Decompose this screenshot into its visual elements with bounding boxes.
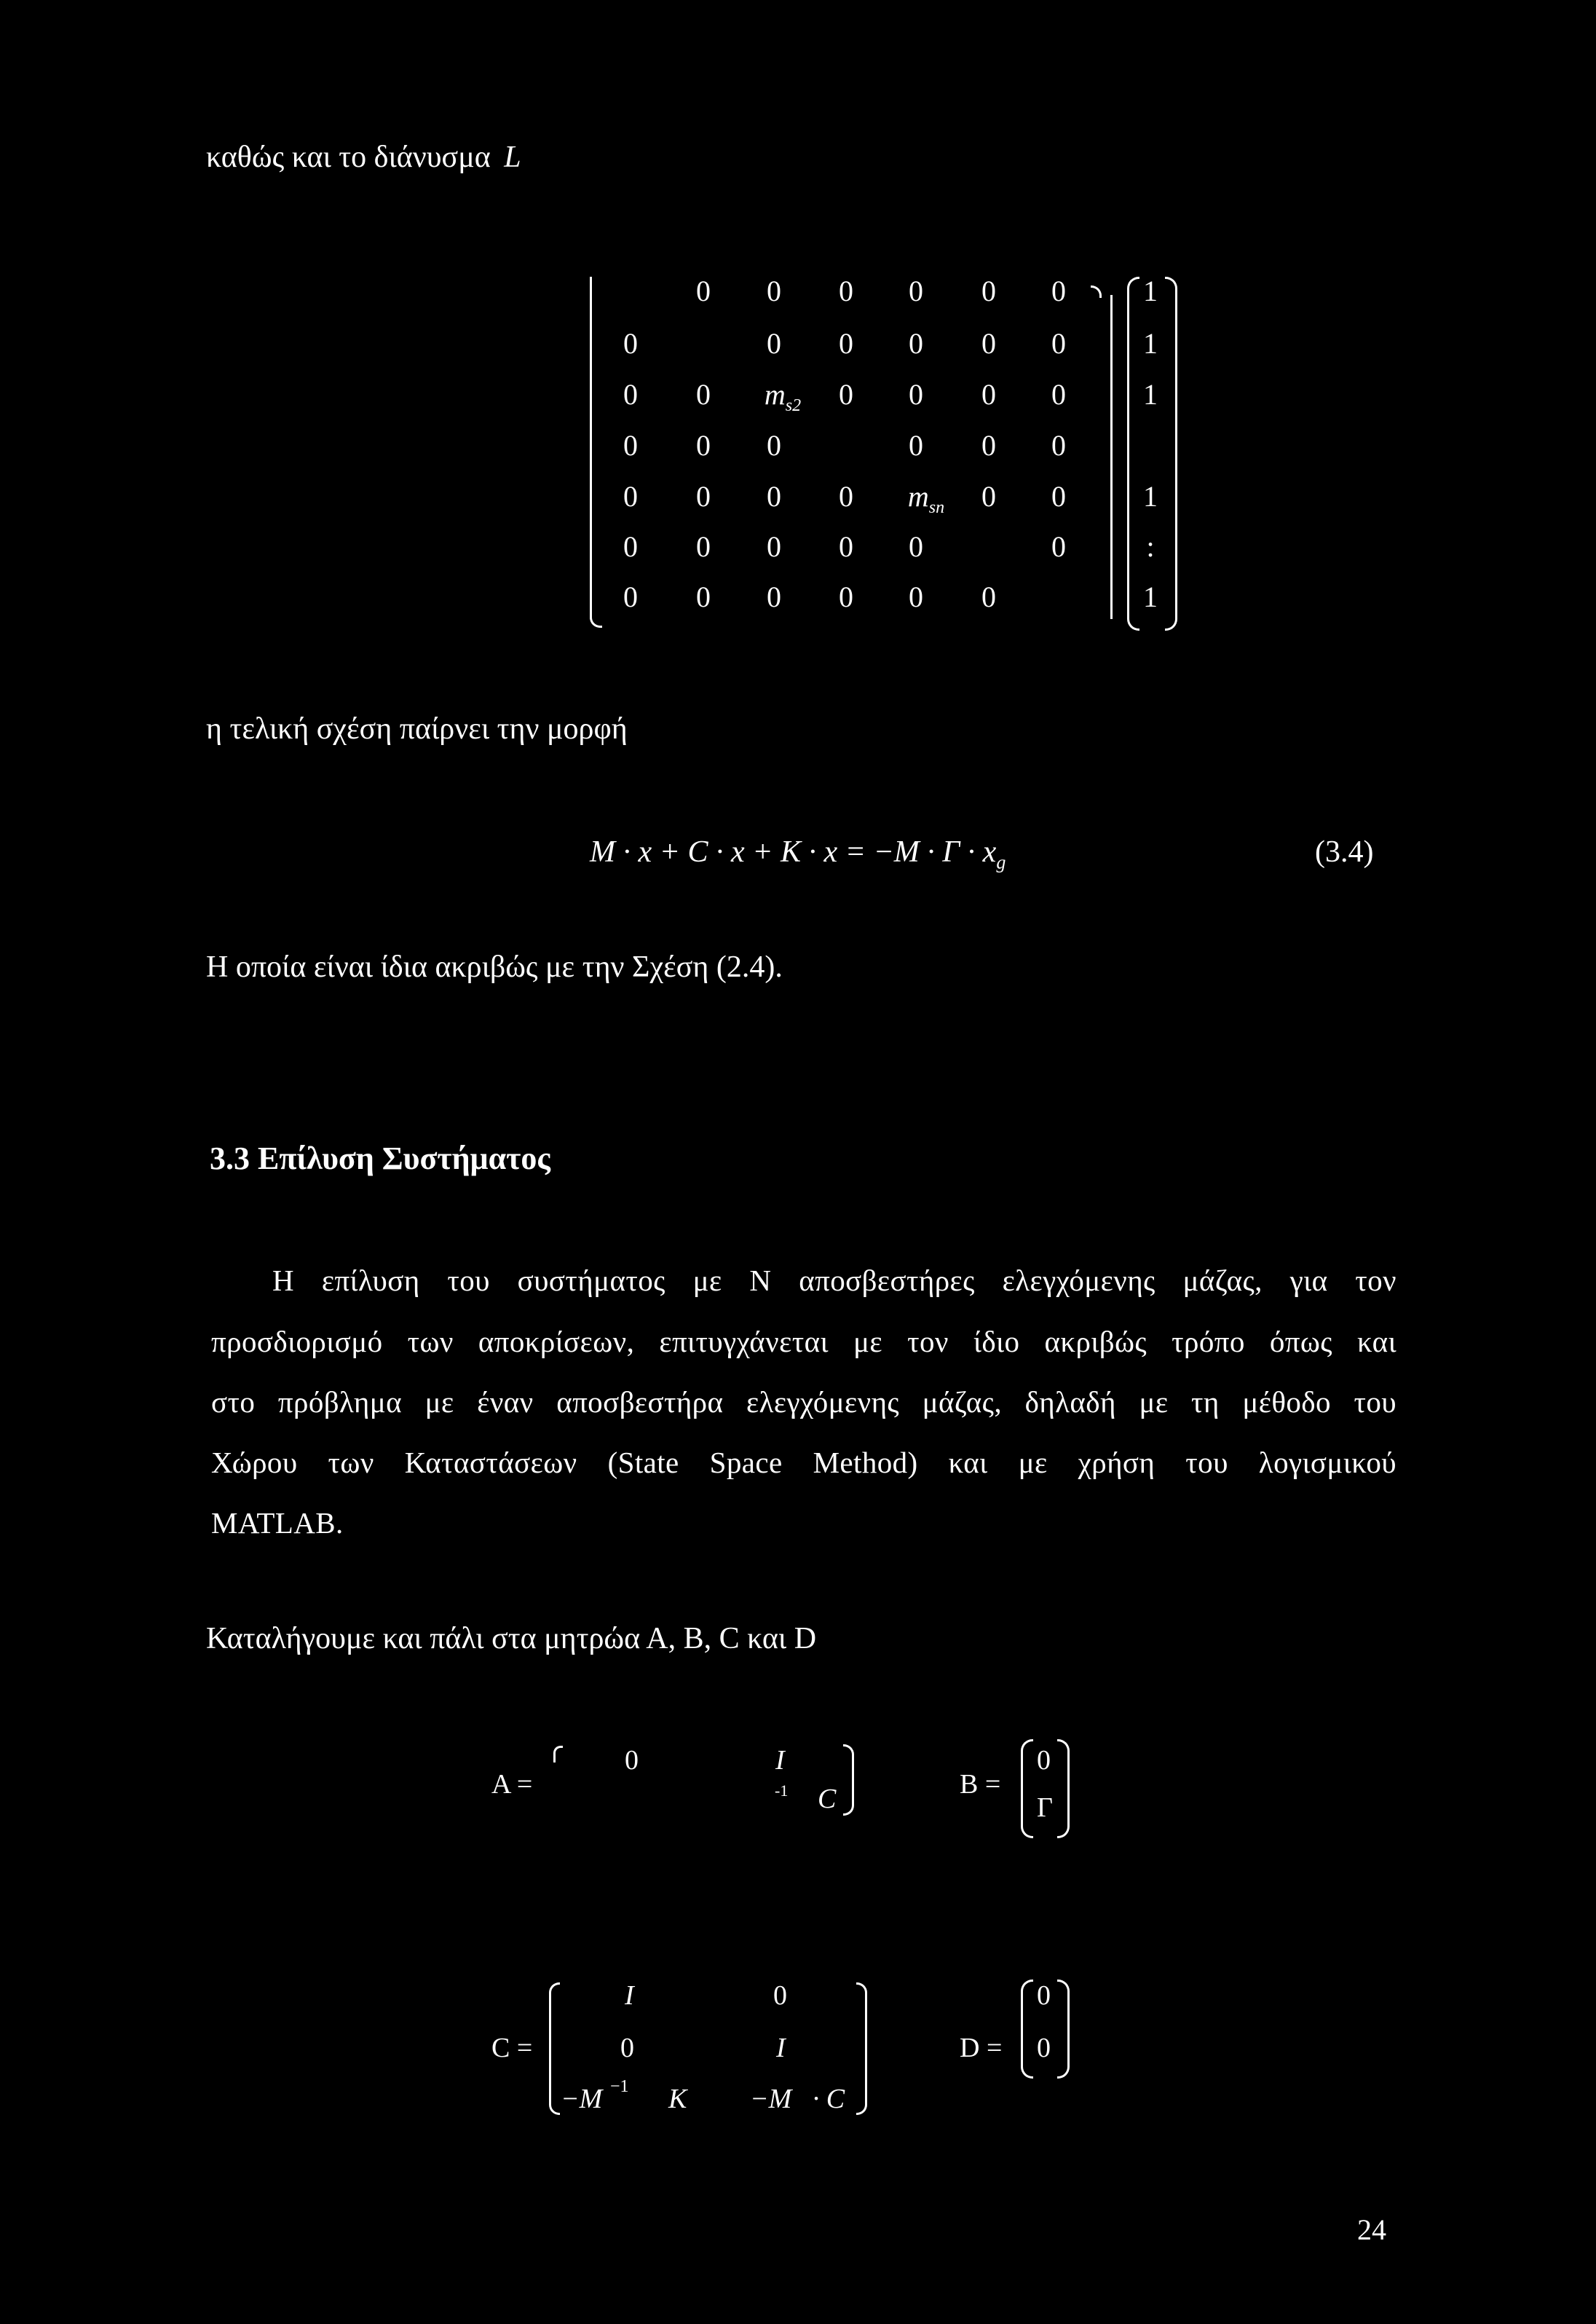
page-number: 24 xyxy=(1357,2213,1386,2246)
paragraph-line: Χώρου των Καταστάσεων (State Space Method) και με χρήση του λογισμικού xyxy=(211,1446,1396,1479)
mass-symbol: m xyxy=(907,480,929,513)
equation-number: (3.4) xyxy=(1315,835,1374,869)
matrix-cell: 0 xyxy=(696,429,711,462)
matrix-cell: 0 xyxy=(909,327,923,360)
matrix-a-label: A = xyxy=(491,1769,533,1800)
matrix-cell: 0 xyxy=(839,580,853,613)
matrix-cell: 0 xyxy=(981,275,996,307)
matrix-cell: 0 xyxy=(909,530,923,563)
matrix-c-label: C = xyxy=(491,2033,533,2063)
matrix-cell: 0 xyxy=(1051,530,1066,563)
matrix-a-left-bracket xyxy=(553,1746,563,1762)
matrix-a-right-bracket xyxy=(843,1744,854,1816)
vector-symbol: L xyxy=(504,141,521,174)
matrix-c-r3c1-sup: −1 xyxy=(610,2077,629,2096)
equation-3-4 xyxy=(590,835,1006,873)
equation-text: M · x + C · x + K · x = −M · Γ · x xyxy=(590,835,997,869)
matrix-d-r1: 0 xyxy=(1037,1980,1051,2011)
paragraph-line: Η επίλυση του συστήματος με Ν αποσβεστήρες ελεγχόμενης μάζας, για τον xyxy=(272,1264,1396,1297)
equation-subscript: g xyxy=(996,851,1006,873)
matrix-cell: 0 xyxy=(767,530,781,563)
matrix-a-r2c2: C xyxy=(818,1784,837,1814)
matrix-cell: 0 xyxy=(981,480,996,513)
matrix-cell: 0 xyxy=(767,480,781,513)
matrix-left-bracket-bottom xyxy=(590,615,602,628)
matrix-cell: 0 xyxy=(909,580,923,613)
matrix-b-right-bracket xyxy=(1057,1739,1070,1838)
matrix-cell: 0 xyxy=(909,275,923,307)
vector-cell: 1 xyxy=(1143,275,1158,307)
intro-line xyxy=(206,140,521,175)
matrix-c-r2c1: 0 xyxy=(620,2033,634,2063)
vector-cell: 1 xyxy=(1143,327,1158,360)
matrix-c-left-bracket xyxy=(549,1982,560,2115)
matrix-right-bracket-top xyxy=(1091,285,1102,298)
matrix-b-r2: Γ xyxy=(1037,1792,1053,1823)
matrix-cell: 0 xyxy=(767,275,781,307)
matrix-cell: 0 xyxy=(909,378,923,411)
matrix-b-left-bracket xyxy=(1021,1739,1033,1838)
matrix-cell: 0 xyxy=(696,530,711,563)
vector-cell: 1 xyxy=(1143,480,1158,513)
matrix-cell: 0 xyxy=(839,327,853,360)
mass-subscript: sn xyxy=(928,498,945,517)
matrix-cell: 0 xyxy=(1051,275,1066,307)
matrix-c-r3c1-a: −M xyxy=(561,2084,603,2114)
matrix-c-r3c2: −M · C xyxy=(750,2084,845,2114)
matrix-b-label: B = xyxy=(960,1769,1001,1800)
matrix-cell: 0 xyxy=(696,480,711,513)
vector-cell: 1 xyxy=(1143,580,1158,613)
matrix-cell: 0 xyxy=(981,429,996,462)
matrix-cell: 0 xyxy=(1051,480,1066,513)
matrix-a-r1c2: I xyxy=(775,1745,785,1776)
matrix-cell: 0 xyxy=(623,480,638,513)
vector-cell: 1 xyxy=(1143,378,1158,411)
paragraph-line: MATLAB. xyxy=(211,1506,344,1540)
matrix-c-r1c2: 0 xyxy=(773,1980,787,2011)
matrix-cell: 0 xyxy=(767,327,781,360)
mass-subscript: s2 xyxy=(785,396,802,415)
matrix-cell: 0 xyxy=(839,378,853,411)
conclusion-line: Καταλήγουμε και πάλι στα μητρώα Α, Β, C και D xyxy=(206,1622,817,1655)
matrix-cell: 0 xyxy=(981,378,996,411)
matrix-cell: 0 xyxy=(696,580,711,613)
matrix-cell: 0 xyxy=(623,378,638,411)
matrix-cell: 0 xyxy=(696,275,711,307)
matrix-c-r1c1: I xyxy=(625,1980,634,2011)
mass-symbol: m xyxy=(764,378,786,411)
matrix-left-bracket xyxy=(590,277,592,619)
matrix-cell: 0 xyxy=(767,429,781,462)
matrix-c-r2c2: I xyxy=(776,2033,786,2063)
matrix-d-label: D = xyxy=(960,2033,1003,2063)
matrix-cell: 0 xyxy=(1051,327,1066,360)
matrix-cell: 0 xyxy=(839,530,853,563)
matrix-c-right-bracket xyxy=(856,1982,867,2115)
matrix-cell: 0 xyxy=(623,530,638,563)
matrix-cell: 0 xyxy=(623,327,638,360)
vector-cell: : xyxy=(1146,530,1155,563)
matrix-a-r1c1: 0 xyxy=(625,1745,639,1776)
matrix-d-left-bracket xyxy=(1021,1980,1033,2079)
matrix-cell: 0 xyxy=(981,327,996,360)
matrix-b-r1: 0 xyxy=(1037,1745,1051,1776)
matrix-cell: 0 xyxy=(623,580,638,613)
matrix-c-r3c1-b: K xyxy=(668,2084,687,2114)
matrix-cell: 0 xyxy=(623,429,638,462)
matrix-cell: 0 xyxy=(767,580,781,613)
matrix-cell: 0 xyxy=(696,378,711,411)
matrix-cell: 0 xyxy=(1051,378,1066,411)
same-as-line: Η οποία είναι ίδια ακριβώς με την Σχέση (2.4). xyxy=(206,950,783,984)
matrix-cell: 0 xyxy=(1051,429,1066,462)
paragraph-line: προσδιορισμό των αποκρίσεων, επιτυγχάνεται με τον ίδιο ακριβώς τρόπο όπως και xyxy=(211,1325,1396,1358)
matrix-cell: 0 xyxy=(909,429,923,462)
matrix-cell: 0 xyxy=(981,580,996,613)
intro-text: καθώς και το διάνυσμα xyxy=(206,141,491,174)
matrix-d-right-bracket xyxy=(1057,1980,1070,2079)
matrix-d-r2: 0 xyxy=(1037,2033,1051,2063)
matrix-a-r2c2-sup: -1 xyxy=(775,1781,789,1800)
section-heading: 3.3 Επίλυση Συστήματος xyxy=(210,1141,550,1176)
matrix-cell: 0 xyxy=(839,275,853,307)
matrix-cell-ms2 xyxy=(754,377,812,416)
matrix-cell: 0 xyxy=(839,480,853,513)
matrix-cell-msn xyxy=(897,479,955,518)
paragraph-line: στο πρόβλημα με έναν αποσβεστήρα ελεγχόμενης μάζας, δηλαδή με τη μέθοδο του xyxy=(211,1385,1396,1419)
matrix-right-bracket xyxy=(1110,295,1113,619)
final-relation-intro: η τελική σχέση παίρνει την μορφή xyxy=(206,712,628,746)
